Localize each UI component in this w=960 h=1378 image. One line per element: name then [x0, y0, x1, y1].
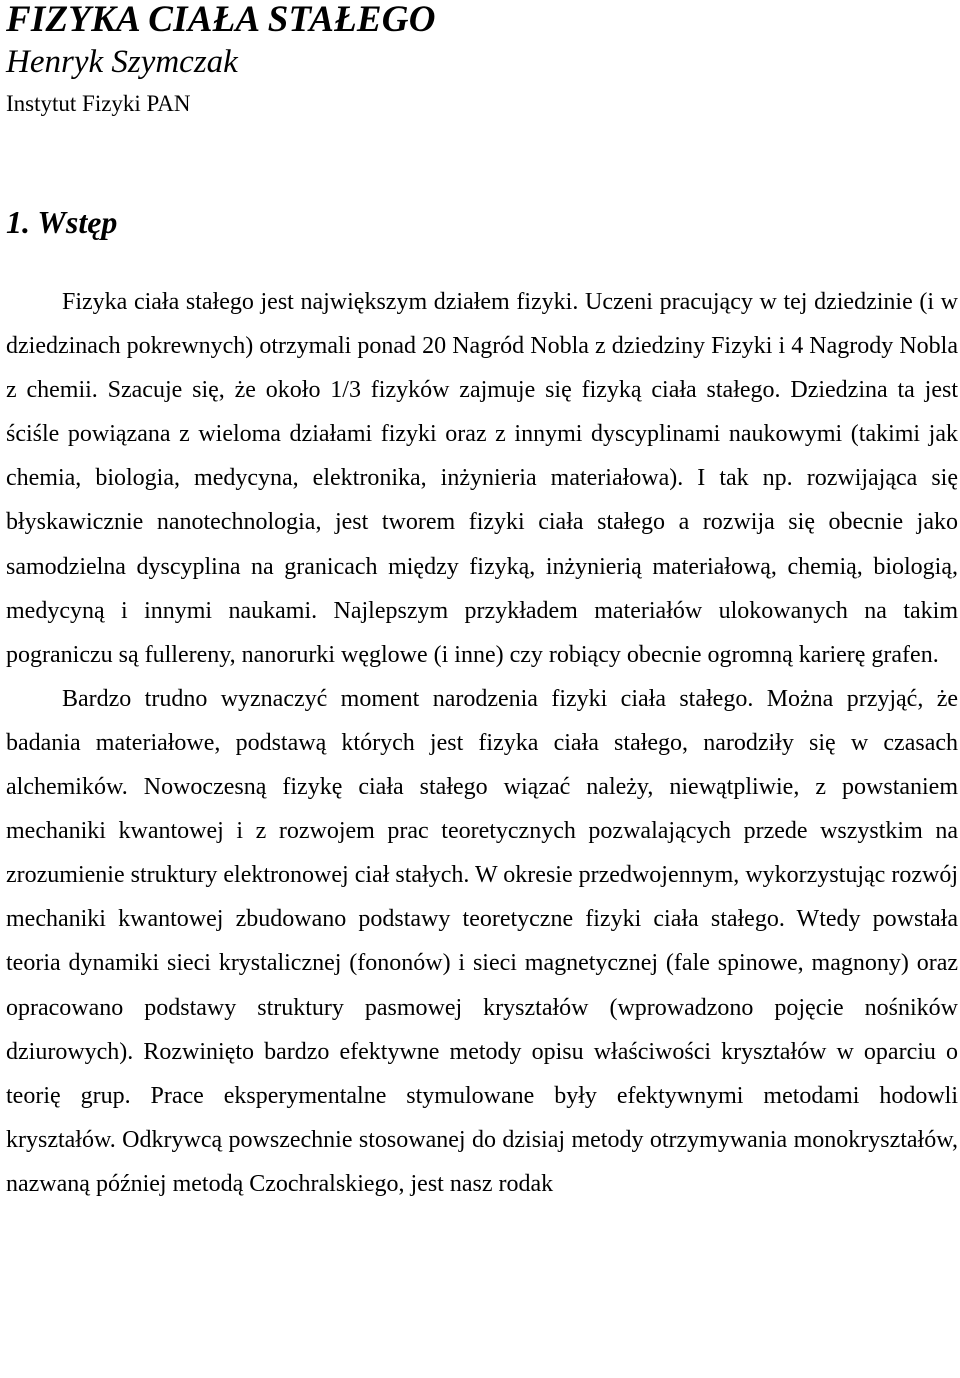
document-author: Henryk Szymczak — [6, 44, 238, 80]
paragraph: Bardzo trudno wyznaczyć moment narodzenia fizyki ciała stałego. Można przyjąć, że badania materiałowe, podstawą których jest fizyka ciała stałego, narodziły się w czasach alchemików. Nowoczesną fizykę ciała stałego wiązać należy, niewątpliwie, z powstaniem mechaniki kwantowej i z rozwojem prac teoretycznych pozwalających przede wszystkim na zrozumienie struktury elektronowej ciał stałych. W okresie przedwojennym, wykorzystując rozwój mechaniki kwantowej zbudowano podstawy teoretyczne fizyki ciała stałego. Wtedy powstała teoria dynamiki sieci krystalicznej (fononów) i sieci magnetycznej (fale spinowe, magnony) oraz opracowano podstawy struktury pasmowej kryształów (wprowadzono pojęcie nośników dziurowych). Rozwinięto bardzo efektywne metody opisu właściwości kryształów w oparciu o teorię grup. Prace eksperymentalne stymulowane były efektywnymi metodami hodowli kryształów. Odkrywcą powszechnie stosowanej do dzisiaj metody otrzymywania monokryształów, nazwaną później metodą Czochralskiego, jest nasz rodak — [6, 685, 958, 1197]
paragraph: Fizyka ciała stałego jest największym działem fizyki. Uczeni pracujący w tej dziedzinie (i w dziedzinach pokrewnych) otrzymali ponad 20 Nagród Nobla z dziedziny Fizyki i 4 Nagrody Nobla z chemii. Szacuje się, że około 1/3 fizyków zajmuje się fizyką ciała stałego. Dziedzina ta jest ściśle powiązana z wieloma działami fizyki oraz z innymi dyscyplinami naukowymi (takimi jak chemia, biologia, medycyna, elektronika, inżynieria materiałowa). I tak np. rozwijająca się błyskawicznie nanotechnologia, jest tworem fizyki ciała stałego a rozwija się obecnie jako samodzielna dyscyplina na granicach między fizyką, inżynierią materiałową, chemią, biologią, medycyną i innymi naukami. Najlepszym przykładem materiałów ulokowanych na takim pograniczu są fullereny, nanorurki węglowe (i inne) czy robiący obecnie ogromną karierę grafen. — [6, 289, 958, 668]
document-affiliation: Instytut Fizyki PAN — [6, 91, 191, 116]
document-title: FIZYKA CIAŁA STAŁEGO — [6, 0, 436, 40]
section-heading: 1. Wstęp — [6, 204, 118, 240]
body-text — [6, 280, 958, 1206]
document-page — [6, 0, 958, 1197]
